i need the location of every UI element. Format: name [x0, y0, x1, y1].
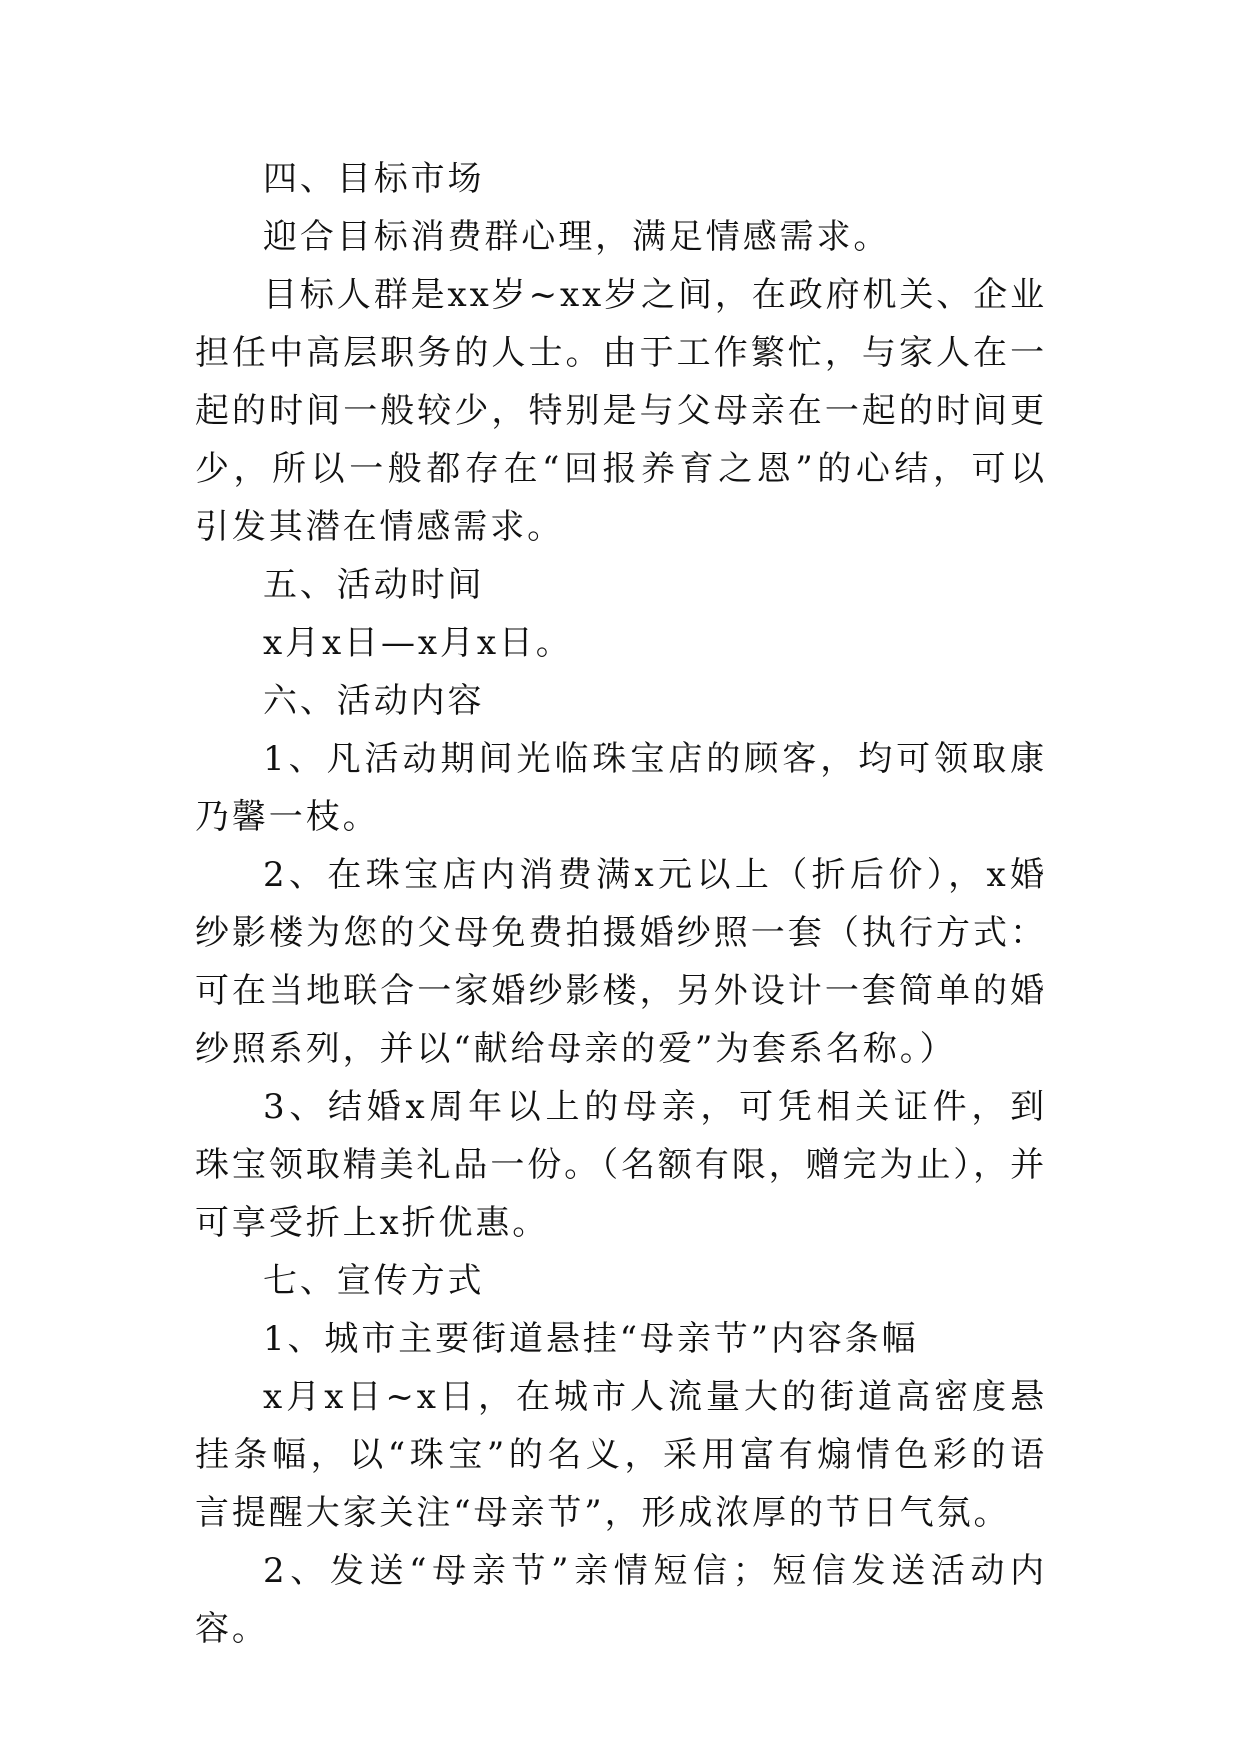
- paragraph-content-item-1: 1、凡活动期间光临珠宝店的顾客，均可领取康乃馨一枝。: [195, 739, 1047, 837]
- paragraph-content-item-3: 3、结婚x周年以上的母亲，可凭相关证件，到珠宝领取精美礼品一份。（名额有限，赠完为止），并可享受折上x折优惠。: [195, 1087, 1047, 1243]
- document-body: [195, 150, 1047, 1658]
- paragraph-promotion-banner-details: x月x日~x日，在城市人流量大的街道高密度悬挂条幅，以“珠宝”的名义，采用富有煽情色彩的语言提醒大家关注“母亲节”，形成浓厚的节日气氛。: [195, 1377, 1047, 1533]
- section-heading-promotion: 七、宣传方式: [263, 1261, 485, 1301]
- paragraph-content-item-2: 2、在珠宝店内消费满x元以上（折后价），x婚纱影楼为您的父母免费拍摄婚纱照一套（执行方式：可在当地联合一家婚纱影楼，另外设计一套简单的婚纱照系列，并以“献给母亲的爱”为套系名称。）: [195, 855, 1047, 1069]
- paragraph-activity-dates: x月x日—x月x日。: [263, 623, 573, 663]
- section-heading-activity-content: 六、活动内容: [263, 681, 485, 721]
- paragraph-promotion-item-2: 2、发送“母亲节”亲情短信；短信发送活动内容。: [195, 1551, 1047, 1649]
- section-heading-activity-time: 五、活动时间: [263, 565, 485, 605]
- paragraph-target-audience: 目标人群是xx岁~xx岁之间，在政府机关、企业担任中高层职务的人士。由于工作繁忙，与家人在一起的时间一般较少，特别是与父母亲在一起的时间更少，所以一般都存在“回报养育之恩”的心结，可以引发其潜在情感需求。: [195, 275, 1047, 547]
- section-heading-target-market: 四、目标市场: [263, 159, 485, 199]
- paragraph-promotion-item-1: 1、城市主要街道悬挂“母亲节”内容条幅: [263, 1319, 919, 1359]
- paragraph-target-psychology: 迎合目标消费群心理，满足情感需求。: [263, 217, 891, 257]
